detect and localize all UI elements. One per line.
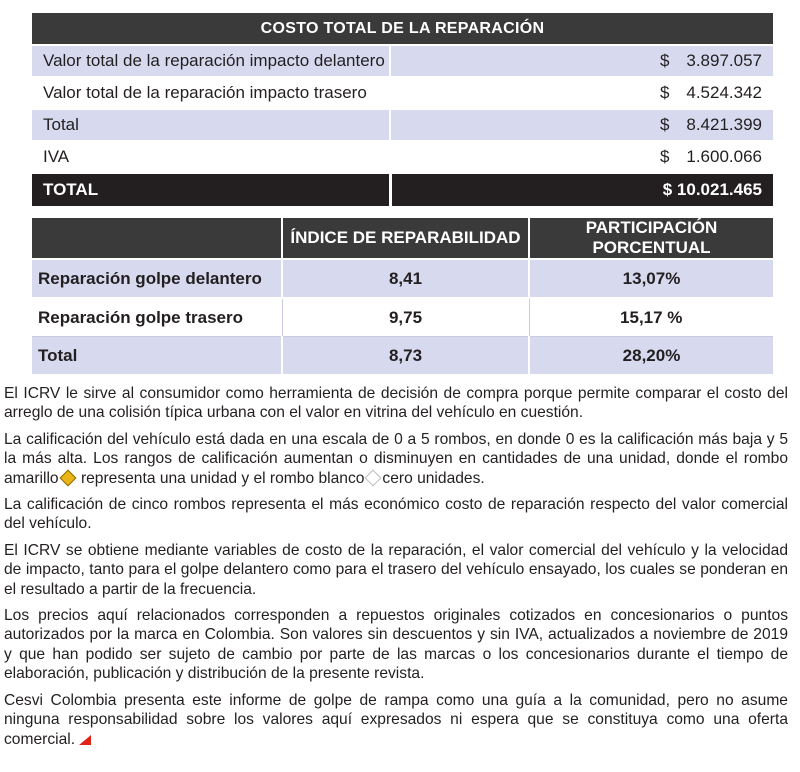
paragraph: El ICRV se obtiene mediante variables de costo de la reparación, el valor comercial del vehículo y la velocidad de impacto, tanto para el golpe delantero como para el trasero del vehículo ensayado, los cuales se ponderan en el resultado a partir de la frecuencia.	[4, 541, 788, 598]
white-diamond-icon	[365, 469, 382, 486]
paragraph-rating-scale: La calificación del vehículo está dada en una escala de 0 a 5 rombos, en donde 0 es la calificación más baja y 5 la más alta. Los rangos de calificación aumentan o disminuyen en cantidades de una unidad, donde el rombo amarillo representa una unidad y el rombo blanco cero unidades.	[4, 430, 788, 487]
table-row	[32, 141, 773, 173]
row-index: 9,75	[282, 298, 529, 337]
cost-row-amount: 8.421.399	[686, 115, 762, 134]
currency-symbol: $	[660, 83, 670, 102]
cost-row-label: Valor total de la reparación impacto trasero	[32, 77, 390, 109]
cost-row-amount: 1.600.066	[686, 147, 762, 166]
cost-table	[32, 13, 773, 206]
cost-table-title: COSTO TOTAL DE LA REPARACIÓN	[32, 13, 773, 45]
header-empty-cell	[32, 218, 282, 259]
row-share: 28,20%	[529, 337, 773, 376]
row-share: 15,17 %	[529, 298, 773, 337]
table-row	[32, 77, 773, 109]
cost-row-amount: 4.524.342	[686, 83, 762, 102]
cost-table-header	[32, 13, 773, 45]
paragraph: Los precios aquí relacionados corresponden a repuestos originales cotizados en concesionarios o puntos autorizados por la marca en Colombia. Son valores sin descuentos y sin IVA, actualizados a noviembre de 2019 y que han podido ser sujeto de cambio por parte de las marcas o los concesionarios durante el tiempo de elaboración, publicación y distribución de la presente revista.	[4, 607, 788, 683]
row-label: Total	[32, 337, 282, 376]
cost-total-label: TOTAL	[32, 173, 390, 206]
body-text	[4, 384, 788, 756]
currency-symbol: $	[660, 51, 670, 70]
cost-row-label: IVA	[32, 141, 390, 173]
currency-symbol: $	[660, 115, 670, 134]
repairability-table-header	[32, 218, 773, 259]
end-mark-icon	[79, 735, 91, 745]
cost-row-amount: 3.897.057	[686, 51, 762, 70]
table-row	[32, 259, 773, 298]
paragraph-disclaimer: Cesvi Colombia presenta este informe de golpe de rampa como una guía a la comunidad, pero no asume ninguna responsabilidad sobre los valores aquí expresados ni espera que se constituya como una oferta comercial.	[4, 691, 788, 748]
cost-row-label: Valor total de la reparación impacto delantero	[32, 45, 390, 77]
paragraph: La calificación de cinco rombos representa el más económico costo de reparación respecto del valor comercial del vehículo.	[4, 496, 788, 533]
currency-symbol: $	[660, 147, 670, 166]
cost-total-value: $ 10.021.465	[390, 173, 773, 206]
row-index: 8,41	[282, 259, 529, 298]
cost-total-row	[32, 173, 773, 206]
row-index: 8,73	[282, 337, 529, 376]
table-row	[32, 337, 773, 376]
table-row	[32, 45, 773, 77]
row-label: Reparación golpe delantero	[32, 259, 282, 298]
table-row	[32, 298, 773, 337]
row-label: Reparación golpe trasero	[32, 298, 282, 337]
header-index: ÍNDICE DE REPARABILIDAD	[282, 218, 529, 259]
table-row	[32, 109, 773, 141]
yellow-diamond-icon	[59, 469, 76, 486]
repairability-table	[32, 218, 773, 376]
paragraph: El ICRV le sirve al consumidor como herramienta de decisión de compra porque permite comparar el costo del arreglo de una colisión típica urbana con el valor en vitrina del vehículo en cuestión.	[4, 385, 788, 422]
header-share: PARTICIPACIÓN PORCENTUAL	[529, 218, 773, 259]
cost-row-label: Total	[32, 109, 390, 141]
row-share: 13,07%	[529, 259, 773, 298]
